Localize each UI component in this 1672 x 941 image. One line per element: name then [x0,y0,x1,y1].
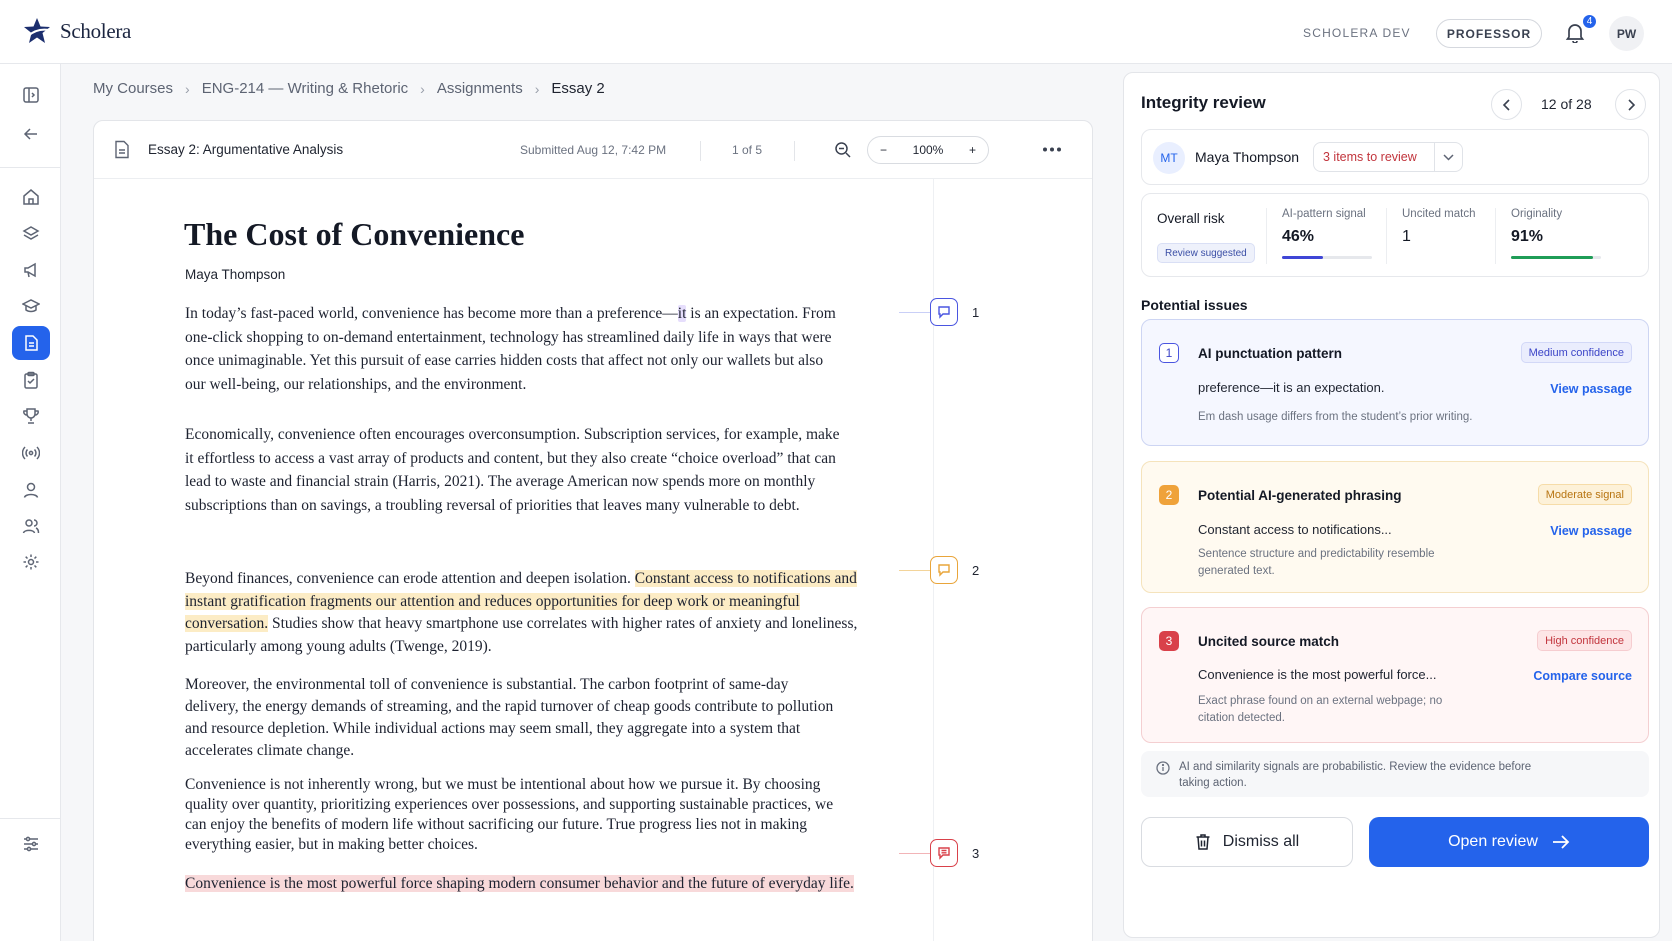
issue-marker-1[interactable] [930,298,958,326]
essay-paragraph-3 [185,568,865,658]
users-icon[interactable] [12,509,50,543]
sidebar [0,64,61,941]
toolbar-divider [794,141,795,161]
metric-label: Uncited match [1402,208,1476,220]
sidebar-divider [0,167,60,168]
chevron-down-icon [1434,143,1462,171]
app-logo[interactable] [22,16,131,46]
metric-ai-pattern [1282,208,1366,246]
dismiss-all-label: Dismiss all [1222,833,1300,850]
issue-quote: preference—it is an expectation. [1198,380,1385,395]
org-name[interactable]: SCHOLERA DEV [1303,26,1411,40]
submitted-date: Submitted Aug 12, 7:42 PM [520,143,667,157]
toolbar-divider [700,141,701,161]
trophy-icon[interactable] [12,399,50,433]
zoom-level: 100% [912,143,944,157]
file-icon [114,140,130,159]
home-icon[interactable] [12,180,50,214]
role-switcher[interactable]: PROFESSOR [1436,19,1542,48]
flagged-passage-3[interactable]: Convenience is the most powerful force shaping modern consumer behavior and the future of everyday life. [185,875,854,892]
back-arrow-icon[interactable] [12,117,50,151]
issues-heading: Potential issues [1141,297,1248,313]
previous-submission-button[interactable] [1491,89,1522,120]
originality-progress-bar [1511,256,1601,259]
metric-label: Originality [1511,208,1563,220]
marker-connector [899,853,930,854]
scholera-logo-icon [22,16,52,46]
flagged-passage-1[interactable]: it [677,305,687,322]
open-review-button[interactable] [1369,817,1649,867]
issue-quote: Convenience is the most powerful force... [1198,667,1437,682]
essay-title: The Cost of Convenience [184,216,525,252]
breadcrumb-course[interactable]: ENG-214 — Writing & Rhetoric [201,80,409,97]
issue-description: Sentence structure and predictability resemble generated text. [1198,548,1435,577]
page-indicator: 1 of 5 [732,143,763,157]
zoom-decrease-button[interactable]: − [880,143,888,157]
marker-number: 2 [972,563,980,578]
marker-number: 3 [972,846,980,861]
notification-count-badge: 4 [1581,13,1598,30]
items-to-review-label: 3 items to review [1323,150,1417,164]
dismiss-all-button[interactable] [1141,817,1353,867]
document-icon[interactable] [12,326,50,360]
chevron-left-icon [1502,99,1512,111]
marker-connector [899,312,930,313]
zoom-increase-button[interactable]: + [968,143,976,157]
issue-title: AI punctuation pattern [1198,346,1342,361]
essay-author: Maya Thompson [185,267,286,282]
comment-icon [937,305,951,319]
settings-icon[interactable] [12,545,50,579]
confidence-badge: Medium confidence [1521,342,1632,363]
chevron-right-icon: › [185,80,190,97]
view-passage-link[interactable]: View passage [1550,382,1632,396]
user-icon[interactable] [12,473,50,507]
flagged-passage-2[interactable]: Constant access to notifications and instant gratification fragments our attention and reduces opportunities for deep work or meaningful conversation. [185,570,857,632]
student-avatar: MT [1153,142,1185,174]
essay-paragraph-2: Economically, convenience often encourages overconsumption. Subscription services, for example, make it effortless to access a vast array of products and content, but they also create “choice overload” that can lead to waste and financial strain (Harris, 2021). The average American now spends more on monthly subscriptions than on savings, a troubling reversal of priorities that leaves many vulnerable to debt. [185,426,840,514]
document-toolbar [94,121,1092,179]
document-title: Essay 2: Argumentative Analysis [148,142,344,157]
zoom-out-magnifier-icon[interactable] [834,141,852,159]
next-submission-button[interactable] [1615,89,1646,120]
student-card [1141,129,1649,185]
chevron-right-icon [1626,99,1636,111]
metric-label: AI-pattern signal [1282,208,1366,220]
compare-source-link[interactable]: Compare source [1533,669,1632,683]
issue-description: Em dash usage differs from the student’s prior writing. [1198,411,1473,423]
panel-toggle-icon[interactable] [12,78,50,112]
metric-divider [1495,208,1496,264]
issue-card-3[interactable] [1141,607,1649,743]
issue-description: Exact phrase found on an external webpage; no citation detected. [1198,695,1443,724]
essay-paragraph-1 [185,302,845,396]
arrow-right-icon [1552,835,1570,849]
breadcrumb-assignments[interactable]: Assignments [436,80,523,97]
metric-uncited-match [1402,208,1476,246]
megaphone-icon[interactable] [12,253,50,287]
breadcrumb-my-courses[interactable]: My Courses [93,80,174,97]
essay-paragraph-5: Convenience is not inherently wrong, but we must be intentional about how we pursue it. By choosing quality over quantity, prioritizing experiences over possessions, and supporting sustainable practices, we can enjoy the benefits of modern life without sacrificing our future. True progress lies not in making everything easier, but in making better choices. [185,776,834,853]
issue-number: 1 [1159,343,1179,363]
breadcrumb [93,80,605,97]
user-avatar[interactable]: PW [1609,16,1644,51]
overall-risk-label: Overall risk [1157,211,1225,226]
graduation-cap-icon[interactable] [12,289,50,323]
submission-counter: 12 of 28 [1541,96,1592,112]
document-viewer [93,120,1093,941]
metric-divider [1266,208,1267,264]
more-options-icon[interactable] [1042,147,1062,152]
student-name: Maya Thompson [1195,149,1300,165]
risk-summary-card [1141,193,1649,277]
disclaimer [1141,751,1649,797]
view-passage-link[interactable]: View passage [1550,524,1632,538]
issue-card-2[interactable] [1141,461,1649,593]
issue-number: 3 [1159,631,1179,651]
metric-divider [1386,208,1387,264]
metric-value: 91% [1511,228,1544,245]
broadcast-icon[interactable] [12,436,50,470]
issue-quote: Constant access to notifications... [1198,522,1392,537]
paragraph-text: is an expectation. From one-click shopping to on-demand entertainment, technology has streamlined daily life in ways that were once unimaginable. Yet this pursuit of ease carries hidden costs that affect not only our wallets but also our well-being, our relationships, and the environment. [185,305,836,393]
open-review-label: Open review [1448,833,1538,850]
integrity-review-panel [1123,72,1660,938]
chevron-right-icon: › [534,80,540,97]
chevron-right-icon: › [420,80,425,97]
comment-lines-icon [937,846,951,860]
ai-pattern-progress-bar [1282,256,1372,259]
info-icon [1156,761,1170,775]
sliders-icon[interactable] [12,827,50,861]
issue-title: Uncited source match [1198,634,1340,649]
issue-title: Potential AI-generated phrasing [1198,488,1402,503]
marker-number: 1 [972,305,980,320]
marker-connector [899,570,930,571]
essay-paragraph-6 [185,873,865,895]
paragraph-text: Beyond finances, convenience can erode attention and deepen isolation. [185,570,635,587]
sidebar-divider [0,818,60,819]
issue-card-1[interactable] [1141,319,1649,446]
comment-icon [937,563,951,577]
panel-title: Integrity review [1141,93,1266,112]
paragraph-text: Studies show that heavy smartphone use correlates with higher rates of anxiety and loneliness, particularly among young adults (Twenge, 2019). [185,615,858,655]
clipboard-icon[interactable] [12,363,50,397]
essay-paragraph-4: Moreover, the environmental toll of convenience is substantial. The carbon footprint of same-day delivery, the energy demands of streaming, and the rapid turnover of cheap goods contribute to pollution and resource depletion. While individual actions may seem small, they aggregate into a system that accelerates climate change. [185,676,834,759]
disclaimer-text: AI and similarity signals are probabilistic. Review the evidence before taking action. [1179,761,1532,789]
metric-originality [1511,208,1562,246]
top-bar [0,0,1672,64]
metric-value: 1 [1402,228,1411,245]
confidence-badge: High confidence [1537,630,1632,651]
confidence-badge: Moderate signal [1538,484,1632,505]
metric-value: 46% [1282,228,1315,245]
app-name: Scholera [60,18,132,43]
issue-marker-3[interactable] [930,839,958,867]
paragraph-text: In today’s fast-paced world, convenience has become more than a preference— [185,305,678,322]
originality-progress-fill [1511,256,1593,259]
zoom-control [867,136,989,164]
ai-pattern-progress-fill [1282,256,1323,259]
breadcrumb-current: Essay 2 [551,80,605,97]
items-to-review-dropdown[interactable] [1313,142,1463,172]
layers-icon[interactable] [12,217,50,251]
trash-icon [1195,833,1211,851]
issue-marker-2[interactable] [930,556,958,584]
risk-status-badge: Review suggested [1157,243,1255,263]
issue-number: 2 [1159,485,1179,505]
